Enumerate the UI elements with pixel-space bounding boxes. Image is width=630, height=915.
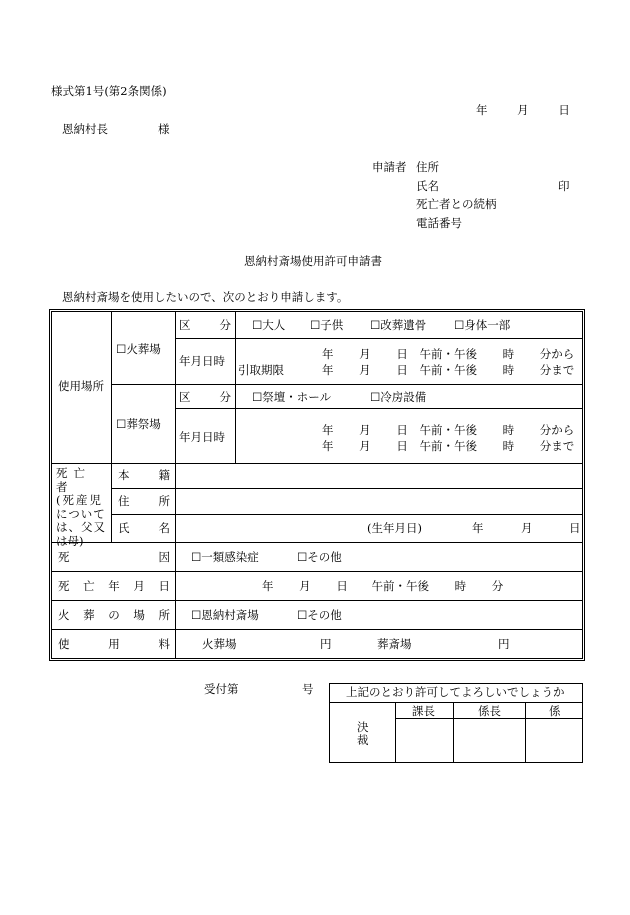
birth-day: 日 <box>569 521 581 535</box>
applicant-address-label: 住所 <box>416 160 439 174</box>
approval-col-subsection-chief: 係長 <box>478 704 501 718</box>
cremation-option-adult[interactable]: ☐大人 <box>252 318 286 332</box>
kubun-label: 区 分 <box>179 318 231 332</box>
addressee-honorific: 様 <box>158 122 170 136</box>
datetime-label: 年月日時 <box>179 430 225 444</box>
cremation-option-reburial[interactable]: ☐改葬遺骨 <box>370 318 427 332</box>
application-form-table <box>49 309 585 661</box>
cause-label: 死 因 <box>58 550 170 564</box>
crematorium-option[interactable] <box>116 344 161 356</box>
yen-label: 円 <box>498 637 510 651</box>
fee-hall-label: 葬斎場 <box>377 637 412 651</box>
place-option-other[interactable]: ☐その他 <box>297 608 342 622</box>
yen-label: 円 <box>320 637 332 651</box>
applicant-phone-label: 電話番号 <box>416 216 462 230</box>
applicant-name-label: 氏名 <box>416 179 439 193</box>
hall-option-aircon[interactable]: ☐冷房設備 <box>370 390 427 404</box>
funeral-hall-label: 葬祭場 <box>126 417 161 431</box>
approval-statement: 上記のとおり許可してよろしいでしょうか <box>346 685 565 699</box>
honseki-label: 本 籍 <box>118 468 170 482</box>
cremation-place-label: 火 葬 の 場 所 <box>58 608 170 622</box>
kubun-label: 区 分 <box>179 390 231 404</box>
fee-label: 使 用 料 <box>58 637 170 651</box>
place-option-onna[interactable]: ☐恩納村斎場 <box>191 608 259 622</box>
approval-table <box>329 683 583 763</box>
cremation-option-body-part[interactable]: ☐身体一部 <box>454 318 511 332</box>
deceased-label: 死亡者 (死産児 について は、父又 は母) <box>56 466 106 548</box>
intro-text: 恩納村斎場を使用したいので、次のとおり申請します。 <box>62 290 349 304</box>
datetime-label: 年月日時 <box>179 354 225 368</box>
crematorium-until-line[interactable]: 年 月 日 午前・午後 時 分まで <box>322 363 575 377</box>
approval-col-section-chief: 課長 <box>412 704 435 718</box>
cause-option-other[interactable]: ☐その他 <box>297 550 342 564</box>
crematorium-from-line[interactable]: 年 月 日 午前・午後 時 分から <box>322 347 575 361</box>
cause-option-infectious[interactable]: ☐一類感染症 <box>191 550 259 564</box>
birth-date-label: (生年月日) <box>367 521 422 535</box>
birth-year: 年 <box>472 521 484 535</box>
receipt-number-suffix: 号 <box>302 682 314 696</box>
date-line <box>476 105 570 117</box>
checkbox-icon[interactable]: ☐ <box>116 417 127 431</box>
hall-option-altar[interactable]: ☐祭壇・ホール <box>252 390 332 404</box>
approval-col-staff: 係 <box>549 704 561 718</box>
hall-from-line[interactable]: 年 月 日 午前・午後 時 分から <box>322 423 575 437</box>
form-number: 様式第1号(第2条関係) <box>51 84 167 98</box>
funeral-hall-option[interactable] <box>116 419 161 431</box>
fee-crematorium-label: 火葬場 <box>202 637 237 651</box>
seal-mark: 印 <box>558 179 570 193</box>
address-label: 住 所 <box>118 494 170 508</box>
document-title: 恩納村斎場使用許可申請書 <box>244 254 382 268</box>
usage-place-label: 使用場所 <box>58 379 104 393</box>
pickup-period-label: 引取期限 <box>238 363 284 377</box>
applicant-label: 申請者 <box>372 160 407 174</box>
date-month: 月 <box>517 103 529 117</box>
addressee: 恩納村長 <box>62 122 108 136</box>
kessai-label: 決 裁 <box>357 720 369 747</box>
crematorium-label: 火葬場 <box>126 342 161 356</box>
checkbox-icon[interactable]: ☐ <box>116 342 127 356</box>
cremation-option-child[interactable]: ☐子供 <box>310 318 344 332</box>
applicant-relation-label: 死亡者との続柄 <box>416 197 497 211</box>
name-label: 氏 名 <box>118 521 170 535</box>
death-date-label: 死 亡 年 月 日 <box>58 579 170 593</box>
hall-until-line[interactable]: 年 月 日 午前・午後 時 分まで <box>322 439 575 453</box>
birth-month: 月 <box>521 521 533 535</box>
date-year: 年 <box>476 103 488 117</box>
date-day: 日 <box>558 103 570 117</box>
receipt-label: 受付第 <box>204 682 239 696</box>
death-date-line[interactable]: 年 月 日 午前・午後 時 分 <box>262 579 504 593</box>
